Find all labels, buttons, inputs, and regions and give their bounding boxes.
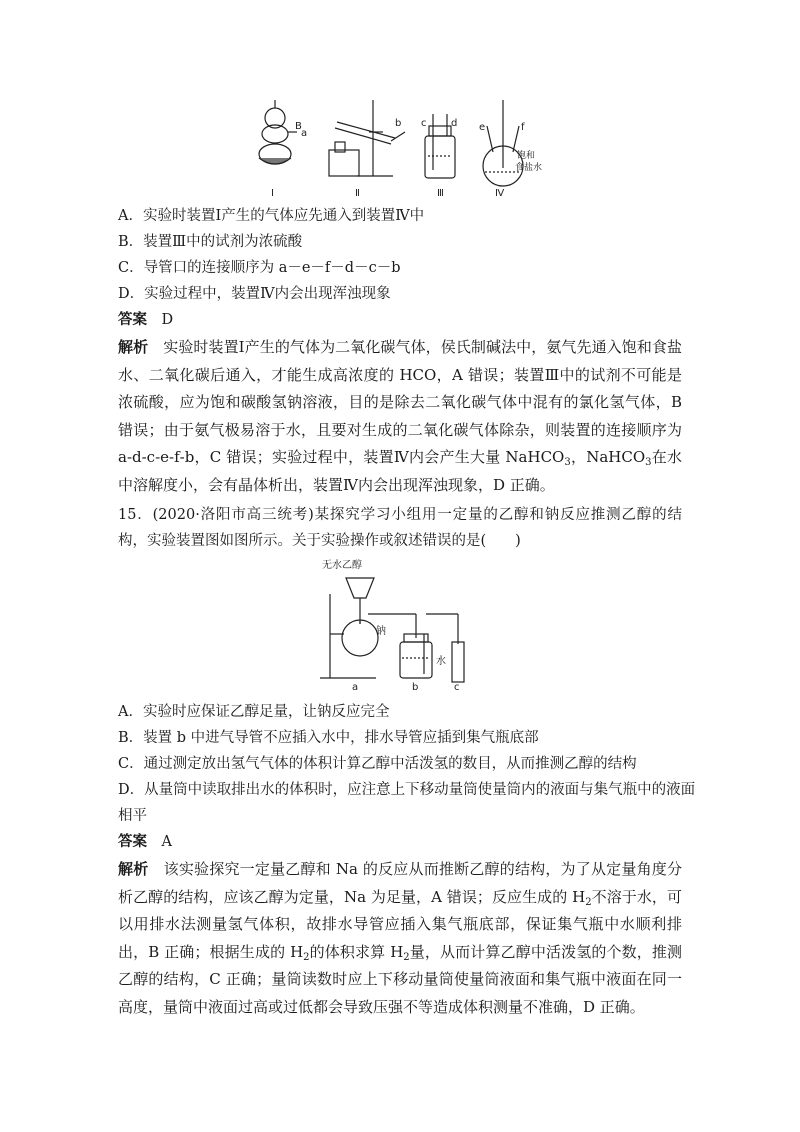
analysis-label: 解析 — [118, 860, 149, 878]
label-solution-2: 食盐水 — [515, 163, 543, 173]
label-water: 水 — [436, 656, 446, 667]
q15-option-d: D．从量筒中读取排出水的体积时，应注意上下移动量筒使量筒内的液面与集气瓶中的液面 — [118, 782, 696, 798]
label-II: Ⅱ — [355, 188, 360, 199]
answer-value: A — [161, 834, 172, 850]
label-IV: Ⅳ — [495, 188, 505, 199]
label-solution-1: 饱和 — [517, 151, 536, 161]
q15-option-a: A．实验时应保证乙醇足量，让钠反应完全 — [118, 704, 390, 720]
q14-option-c: C．导管口的连接顺序为 a－e－f－d－c－b — [118, 260, 401, 276]
label-q15-c: c — [454, 682, 460, 693]
apparatus-diagram-q14 — [245, 96, 565, 200]
q15-analysis: 解析 该实验探究一定量乙醇和 Na 的反应从而推断乙醇的结构，为了从定量角度分析乙醇的结构，应该乙醇为定量，Na 为足量，A 错误；反应生成的 $H_2$不溶于水，可以用排水法测量氢气体积，故排水导管应插入集气瓶底部，保证集气瓶中水顺利排出，B 正确；根据生成的 $H_2$的体积求算 $H_2$量，从而计算乙醇中活泼氢的个数，推测乙醇的结构，C 正确；量筒读数时应上下移动量筒使量筒液面和集气瓶中液面在同一高度，量筒中液面过高或过低都会导致压强不等造成体积测量不准确，D 正确。 — [118, 860, 682, 1016]
label-q15-b: b — [412, 682, 419, 693]
label-sodium: 钠 — [376, 626, 386, 637]
apparatus-figure-q15 — [316, 554, 476, 694]
q15-option-d-cont: 相平 — [118, 808, 147, 824]
apparatus-figure-q14 — [245, 96, 565, 200]
label-q15-a: a — [352, 682, 359, 693]
answer-label: 答案 — [118, 311, 147, 328]
answer-value: D — [161, 312, 174, 328]
apparatus-diagram-q15 — [316, 554, 476, 694]
q14-option-b: B．装置Ⅲ中的试剂为浓硫酸 — [118, 234, 303, 250]
label-III: Ⅲ — [437, 188, 444, 199]
q15-stem: 15．(2020·洛阳市高三统考)某探究学习小组用一定量的乙醇和钠反应推测乙醇的结构，实验装置图如图所示。关于实验操作或叙述错误的是( ) — [118, 507, 682, 549]
label-d: d — [451, 118, 458, 129]
label-I: Ⅰ — [271, 188, 274, 199]
q14-analysis: 解析 实验时装置Ⅰ产生的气体为二氧化碳气体，侯氏制碱法中，氨气先通入饱和食盐水、二氧化碳后通入，才能生成高浓度的 HCO，A 错误；装置Ⅲ中的试剂不可能是浓硫酸，应为饱和碳酸氢钠溶液，目的是除去二氧化碳气体中混有的氯化氢气体，B 错误；由于氨气极易溶于水，且要对生成的二氧化碳气体除杂，则装置的连接顺序为 a‐d‐c‐e‐f‐b，C 错误；实验过程中，装置Ⅳ内会产生大量 NaHCO$_3$，NaHCO$_3$在水中溶解度小，会有晶体析出，装置Ⅳ内会出现浑浊现象，D 正确。 — [118, 338, 682, 494]
q14-option-d: D．实验过程中，装置Ⅳ内会出现浑浊现象 — [118, 286, 391, 302]
label-f: f — [521, 122, 525, 133]
svg-text:B: B — [295, 121, 302, 132]
q15-option-b: B．装置 b 中进气导管不应插入水中，排水导管应插到集气瓶底部 — [118, 730, 539, 746]
label-a: a — [301, 128, 308, 139]
answer-label: 答案 — [118, 833, 147, 850]
q14-answer — [118, 310, 173, 330]
q14-option-a: A．实验时装置Ⅰ产生的气体应先通入到装置Ⅳ中 — [118, 208, 425, 224]
label-ethanol: 无水乙醇 — [322, 560, 362, 571]
label-c: c — [421, 118, 427, 129]
q15-option-c: C．通过测定放出氢气气体的体积计算乙醇中活泼氢的数目，从而推测乙醇的结构 — [118, 756, 637, 772]
label-e: e — [479, 122, 486, 133]
label-b: b — [395, 118, 402, 129]
analysis-label: 解析 — [118, 338, 149, 356]
q15-answer — [118, 832, 172, 852]
